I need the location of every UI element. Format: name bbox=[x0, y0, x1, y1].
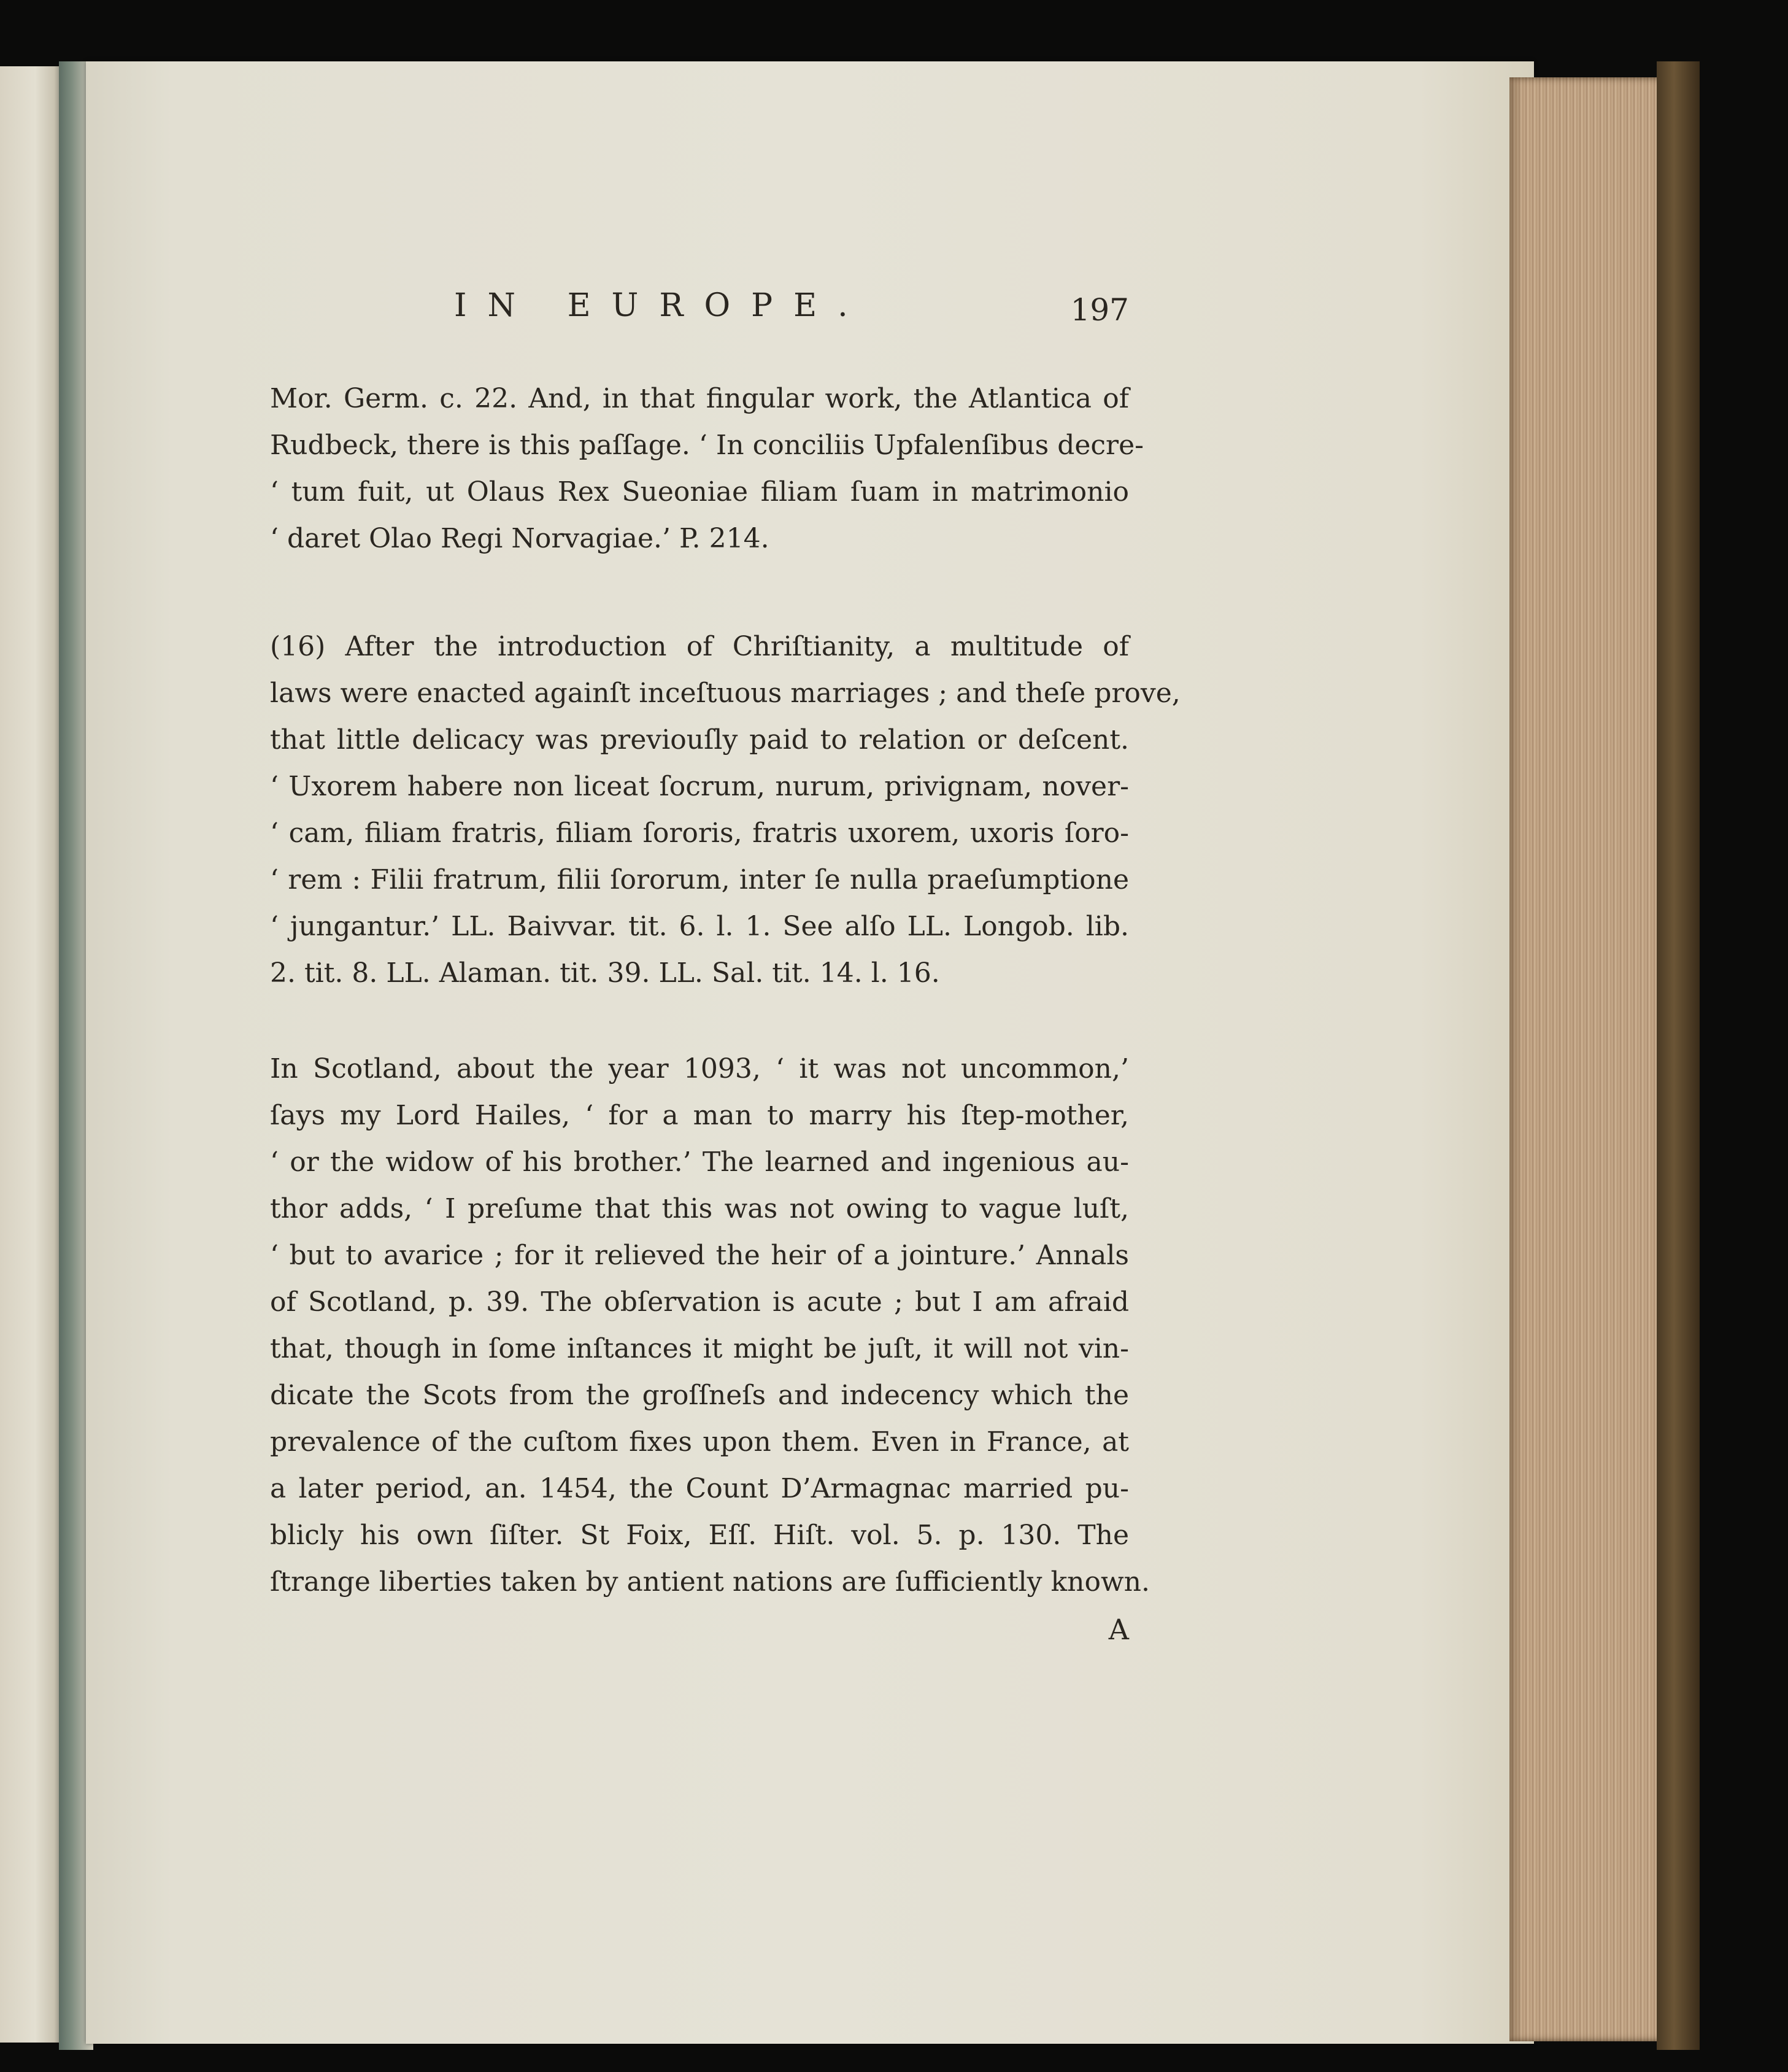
text-line: ‘ tum fuit, ut Olaus Rex Sueoniae filiam ſuam in matrimonio bbox=[270, 476, 1129, 508]
text-line: that little delicacy was previouſly paid to relation or deſcent. bbox=[270, 724, 1129, 756]
text-line: ‘ jungantur.’ LL. Baivvar. tit. 6. l. 1. See alſo LL. Longob. lib. bbox=[270, 911, 1129, 942]
text-line: ‘ or the widow of his brother.’ The learned and ingenious au- bbox=[270, 1146, 1129, 1178]
text-line: ‘ but to avarice ; for it relieved the heir of a jointure.’ Annals bbox=[270, 1240, 1129, 1271]
text-line: 2. tit. 8. LL. Alaman. tit. 39. LL. Sal. tit. 14. l. 16. bbox=[270, 957, 940, 989]
text-line: ‘ Uxorem habere non liceat ſocrum, nurum, privignam, nover- bbox=[270, 771, 1129, 802]
text-line: ſtrange liberties taken by antient nations are ſufficiently known. bbox=[270, 1566, 1150, 1598]
paragraph-note-16 bbox=[270, 624, 1181, 997]
running-head: IN EUROPE. bbox=[454, 287, 869, 324]
left-page-edge bbox=[0, 66, 64, 2043]
text-line: of Scotland, p. 39. The obſervation is acute ; but I am afraid bbox=[270, 1286, 1129, 1318]
book-cover-edge bbox=[1657, 61, 1700, 2050]
text-line: In Scotland, about the year 1093, ‘ it was not uncommon,’ bbox=[270, 1053, 1129, 1084]
text-line: dicate the Scots from the groſſneſs and indecency which the bbox=[270, 1380, 1129, 1411]
text-line: blicly his own ſiſter. St Foix, Eſſ. Hiſt. vol. 5. p. 130. The bbox=[270, 1520, 1129, 1551]
catchword: A bbox=[1108, 1613, 1129, 1646]
text-line: that, though in ſome inſtances it might be juſt, it will not vin- bbox=[270, 1333, 1129, 1364]
text-line: thor adds, ‘ I preſume that this was not owing to vague luſt, bbox=[270, 1193, 1129, 1224]
text-line: (16) After the introduction of Chriſtianity, a multitude of bbox=[270, 631, 1129, 662]
page-number: 197 bbox=[1070, 292, 1129, 328]
paragraph-continuation bbox=[270, 376, 1144, 562]
text-line: Mor. Germ. c. 22. And, in that fingular work, the Atlantica of bbox=[270, 383, 1129, 414]
text-line: ſays my Lord Hailes, ‘ for a man to marry his ſtep-mother, bbox=[270, 1100, 1129, 1131]
page-header bbox=[270, 287, 1129, 336]
text-line: Rudbeck, there is this paſſage. ‘ In conciliis Upfalenſibus decre- bbox=[270, 430, 1144, 461]
text-line: prevalence of the cuſtom fixes upon them. Even in France, at bbox=[270, 1426, 1129, 1458]
text-line: a later period, an. 1454, the Count D’Armagnac married pu- bbox=[270, 1473, 1129, 1504]
text-line: ‘ rem : Filii fratrum, filii ſororum, inter ſe nulla praeſumptione bbox=[270, 864, 1129, 895]
text-line: laws were enacted againſt inceſtuous marriages ; and theſe prove, bbox=[270, 678, 1181, 709]
text-line: ‘ daret Olao Regi Norvagiae.’ P. 214. bbox=[270, 523, 769, 554]
text-line: ‘ cam, filiam fratris, filiam ſororis, fratris uxorem, uxoris ſoro- bbox=[270, 818, 1129, 849]
paragraph-scotland bbox=[270, 1046, 1150, 1606]
page-block-edges bbox=[1509, 77, 1669, 2041]
